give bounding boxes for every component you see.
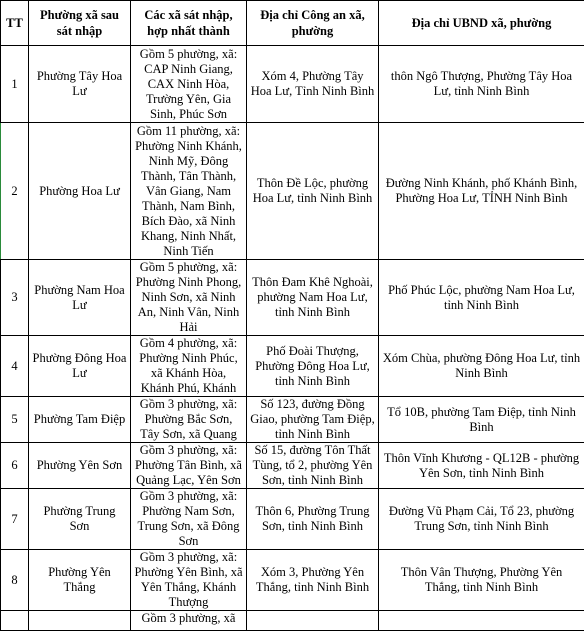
header-police: Địa chỉ Công an xã, phường (247, 1, 379, 46)
row-police: Xóm 4, Phường Tây Hoa Lư, Tỉnh Ninh Bình (247, 46, 379, 123)
row-ubnd: Phố Phúc Lộc, phường Nam Hoa Lư, tỉnh Ninh Bình (379, 260, 584, 336)
row-ward: Phường Hoa Lư (29, 123, 131, 260)
row-police (247, 611, 379, 631)
row-merged: Gồm 3 phường, xã: Phường Bắc Sơn, Tây Sơn, xã Quang (131, 397, 247, 443)
row-tt (1, 611, 29, 631)
row-merged: Gồm 3 phường, xã (131, 611, 247, 631)
row-police: Xóm 3, Phường Yên Thắng, tỉnh Ninh Bình (247, 550, 379, 611)
row-tt: 2 (1, 123, 29, 260)
row-ward: Phường Yên Sơn (29, 443, 131, 489)
row-ward: Phường Tam Điệp (29, 397, 131, 443)
row-merged: Gồm 3 phường, xã: Phường Tân Bình, xã Quảng Lạc, Yên Sơn (131, 443, 247, 489)
row-ubnd: Đường Ninh Khánh, phố Khánh Bình, Phường Hoa Lư, TỈNH Ninh Bình (379, 123, 584, 260)
header-tt: TT (1, 1, 29, 46)
row-ward: Phường Đông Hoa Lư (29, 336, 131, 397)
row-ward: Phường Trung Sơn (29, 489, 131, 550)
table-row-partial (1, 611, 584, 631)
row-tt: 7 (1, 489, 29, 550)
row-ubnd: Thôn Vân Thượng, Phường Yên Thắng, tỉnh Ninh Bình (379, 550, 584, 611)
row-tt: 5 (1, 397, 29, 443)
row-police: Thôn Đam Khê Nghoài, phường Nam Hoa Lư, tỉnh Ninh Bình (247, 260, 379, 336)
table-row (1, 443, 584, 489)
table-row (1, 397, 584, 443)
table-row (1, 336, 584, 397)
row-ward: Phường Yên Thắng (29, 550, 131, 611)
row-ubnd: Xóm Chùa, phường Đông Hoa Lư, tỉnh Ninh Bình (379, 336, 584, 397)
header-ward: Phường xã sau sát nhập (29, 1, 131, 46)
row-merged: Gồm 3 phường, xã: Phường Nam Sơn, Trung Sơn, xã Đông Sơn (131, 489, 247, 550)
row-ward (29, 611, 131, 631)
row-ubnd: Tổ 10B, phường Tam Điệp, tỉnh Ninh Bình (379, 397, 584, 443)
row-tt: 3 (1, 260, 29, 336)
table-row (1, 123, 584, 260)
row-merged: Gồm 5 phường, xã: CAP Ninh Giang, CAX Ninh Hòa, Trường Yên, Gia Sinh, Phúc Sơn (131, 46, 247, 123)
row-ward: Phường Nam Hoa Lư (29, 260, 131, 336)
row-ward: Phường Tây Hoa Lư (29, 46, 131, 123)
row-merged: Gồm 3 phường, xã: Phường Yên Bình, xã Yên Thắng, Khánh Thượng (131, 550, 247, 611)
header-merged: Các xã sát nhập, hợp nhất thành (131, 1, 247, 46)
row-merged: Gồm 4 phường, xã: Phường Ninh Phúc, xã Khánh Hòa, Khánh Phú, Khánh (131, 336, 247, 397)
table-header-row (1, 1, 584, 46)
row-police: Thôn Đề Lộc, phường Hoa Lư, tỉnh Ninh Bình (247, 123, 379, 260)
row-merged: Gồm 5 phường, xã: Phường Ninh Phong, Ninh Sơn, xã Ninh An, Ninh Vân, Ninh Hải (131, 260, 247, 336)
header-ubnd: Địa chỉ UBND xã, phường (379, 1, 584, 46)
row-police: Phố Đoài Thượng, Phường Đông Hoa Lư, tỉnh Ninh Bình (247, 336, 379, 397)
row-tt: 1 (1, 46, 29, 123)
row-ubnd: Đường Vũ Phạm Cải, Tổ 23, phường Trung Sơn, tỉnh Ninh Bình (379, 489, 584, 550)
row-ubnd: Thôn Vĩnh Khương - QL12B - phường Yên Sơn, tỉnh Ninh Bình (379, 443, 584, 489)
row-police: Thôn 6, Phường Trung Sơn, tỉnh Ninh Bình (247, 489, 379, 550)
row-tt: 8 (1, 550, 29, 611)
table-row (1, 550, 584, 611)
table-row (1, 489, 584, 550)
table-row (1, 46, 584, 123)
row-ubnd (379, 611, 584, 631)
row-tt: 4 (1, 336, 29, 397)
table-row (1, 260, 584, 336)
row-merged: Gồm 11 phường, xã: Phường Ninh Khánh, Ninh Mỹ, Đông Thành, Tân Thành, Vân Giang, Nam Thành, Nam Bình, Bích Đào, xã Ninh Khang, Ninh Nhất, Ninh Tiến (131, 123, 247, 260)
row-police: Số 15, đường Tôn Thất Tùng, tổ 2, phường Yên Sơn, tỉnh Ninh Bình (247, 443, 379, 489)
row-police: Số 123, đường Đồng Giao, phường Tam Điệp, tỉnh Ninh Bình (247, 397, 379, 443)
row-tt: 6 (1, 443, 29, 489)
row-ubnd: thôn Ngô Thượng, Phường Tây Hoa Lư, tỉnh Ninh Bình (379, 46, 584, 123)
